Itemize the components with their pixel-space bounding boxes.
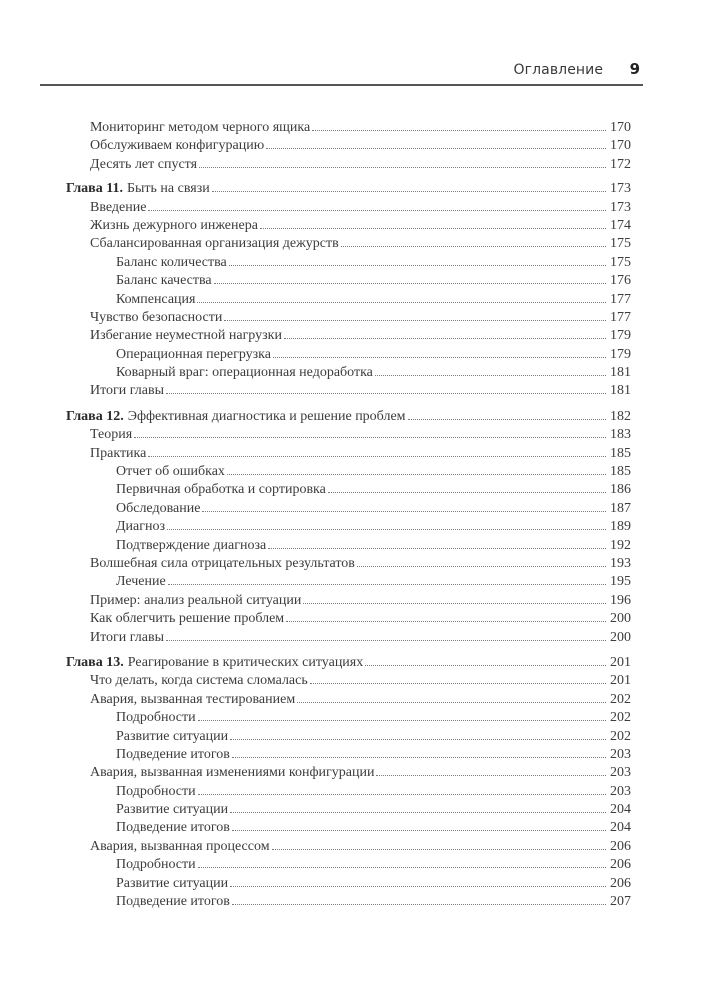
toc-entry-title [90, 309, 222, 327]
dot-leader [229, 264, 606, 266]
chapter-number: Глава 13. [66, 654, 124, 670]
dot-leader [198, 719, 606, 721]
toc-page-number: 196 [610, 592, 631, 608]
toc-entry-label: Обследование [116, 500, 201, 516]
toc-page-number: 201 [610, 654, 631, 670]
dot-leader [212, 190, 606, 192]
toc-entry-label: Отчет об ошибках [116, 464, 225, 480]
toc-entry-title [90, 217, 258, 235]
chapter-number: Глава 11. [66, 181, 123, 197]
dot-leader [214, 282, 606, 284]
toc-page-number: 185 [610, 445, 631, 461]
toc-chapter-entry [66, 180, 631, 198]
toc-page-number: 203 [610, 765, 631, 781]
toc-subsection-entry [66, 573, 631, 591]
chapter-number: Глава 12. [66, 408, 124, 424]
toc-entry-label: Подведение итогов [116, 820, 230, 836]
toc-entry-label: Итоги главы [90, 629, 165, 645]
toc-entry-label: Баланс количества [116, 254, 227, 270]
toc-entry-label: Обслуживаем конфигурацию [90, 138, 265, 154]
toc-page-number: 192 [610, 537, 631, 553]
toc-section-entry [66, 119, 631, 137]
toc-page-number: 173 [610, 199, 631, 215]
toc-entry-label: Развитие ситуации [116, 728, 229, 744]
toc-entry-label: Коварный враг: операционная недоработка [116, 365, 373, 381]
toc-entry-title [90, 691, 295, 709]
toc-page-number: 206 [610, 857, 631, 873]
toc-entry-label: Избегание неуместной нагрузки [90, 328, 282, 344]
toc-section-entry [66, 691, 631, 709]
toc-page-number: 195 [610, 574, 631, 590]
dot-leader [260, 227, 606, 229]
toc-subsection-entry [66, 291, 631, 309]
toc-entry-title [116, 254, 227, 272]
dot-leader [266, 147, 606, 149]
toc-page-number: 201 [610, 673, 631, 689]
toc-entry-label: Развитие ситуации [116, 802, 229, 818]
toc-entry-title [90, 610, 284, 628]
toc-page-number: 181 [610, 365, 631, 381]
dot-leader [230, 738, 606, 740]
dot-leader [273, 356, 606, 358]
toc-entry-label: Авария, вызванная изменениями конфигурации [90, 765, 375, 781]
toc-chapter-entry [66, 408, 631, 426]
toc-page-number: 175 [610, 254, 631, 270]
toc-entry-label: Операционная перегрузка [116, 346, 271, 362]
toc-subsection-entry [66, 819, 631, 837]
toc-entry-title [116, 746, 230, 764]
toc-entry-label: Что делать, когда система сломалась [90, 673, 308, 689]
toc-section-entry [66, 426, 631, 444]
toc-entry-title [116, 537, 266, 555]
toc-entry-label: Жизнь дежурного инженера [90, 217, 258, 233]
page-number: 9 [629, 60, 640, 78]
toc-entry-title [90, 555, 355, 573]
toc-entry-title [90, 137, 264, 155]
toc-page-number: 176 [610, 273, 631, 289]
toc-page-number: 185 [610, 464, 631, 480]
toc-entry-title [90, 119, 310, 137]
running-head-title: Оглавление [513, 62, 604, 78]
toc-entry-label: Волшебная сила отрицательных результатов [90, 555, 355, 571]
toc-section-entry [66, 137, 631, 155]
dot-leader [303, 602, 606, 604]
toc-entry-label: Как облегчить решение проблем [90, 611, 285, 627]
toc-page-number: 206 [610, 875, 631, 891]
toc-page-number: 170 [610, 138, 631, 154]
toc-entry-title [116, 856, 196, 874]
toc-page-number: 170 [610, 120, 631, 135]
toc-entry-title [116, 783, 196, 801]
toc-entry-title [116, 709, 196, 727]
dot-leader [168, 583, 606, 585]
table-of-contents [66, 119, 631, 911]
dot-leader [284, 337, 606, 339]
toc-page-number: 202 [610, 728, 631, 744]
dot-leader [197, 301, 606, 303]
dot-leader [198, 866, 606, 868]
toc-page-number: 193 [610, 555, 631, 571]
toc-page-number: 200 [610, 629, 631, 645]
toc-entry-title [116, 346, 271, 364]
toc-page-number: 206 [610, 838, 631, 854]
toc-page-number: 203 [610, 746, 631, 762]
toc-subsection-entry [66, 463, 631, 481]
toc-entry-title [116, 518, 165, 536]
toc-section-entry [66, 610, 631, 628]
toc-entry-title [90, 426, 132, 444]
toc-page-number: 186 [610, 482, 631, 498]
toc-subsection-entry [66, 272, 631, 290]
toc-section-entry [66, 629, 631, 647]
toc-entry-title [90, 672, 308, 690]
toc-entry-title [90, 235, 339, 253]
toc-entry-title [116, 481, 326, 499]
dot-leader [134, 436, 606, 438]
toc-section-entry [66, 327, 631, 345]
toc-entry-title [66, 180, 210, 198]
toc-entry-title [116, 272, 212, 290]
toc-entry-title [116, 463, 225, 481]
toc-page-number: 202 [610, 691, 631, 707]
toc-entry-title [116, 291, 195, 309]
toc-entry-label: Диагноз [116, 519, 166, 535]
dot-leader [199, 166, 606, 168]
toc-entry-title [90, 327, 282, 345]
toc-page-number: 175 [610, 236, 631, 252]
toc-entry-label: Подробности [116, 857, 196, 873]
toc-page-number: 181 [610, 383, 631, 399]
toc-entry-title [90, 382, 164, 400]
toc-page-number: 187 [610, 500, 631, 516]
toc-page-number: 173 [610, 181, 631, 197]
toc-entry-label: Первичная обработка и сортировка [116, 482, 326, 498]
toc-section-entry [66, 838, 631, 856]
dot-leader [230, 811, 606, 813]
toc-entry-label: Эффективная диагностика и решение проблем [127, 408, 406, 424]
toc-section-entry [66, 672, 631, 690]
toc-page-number: 200 [610, 611, 631, 627]
dot-leader [272, 848, 606, 850]
toc-entry-label: Авария, вызванная процессом [90, 838, 270, 854]
dot-leader [202, 510, 606, 512]
toc-entry-label: Чувство безопасности [90, 309, 223, 325]
toc-subsection-entry [66, 801, 631, 819]
toc-page-number: 183 [610, 427, 631, 443]
toc-entry-title [116, 875, 228, 893]
toc-section-entry [66, 199, 631, 217]
dot-leader [227, 473, 606, 475]
dot-leader [232, 903, 606, 905]
toc-entry-label: Десять лет спустя [90, 156, 198, 172]
dot-leader [167, 528, 606, 530]
toc-entry-label: Теория [90, 427, 133, 443]
toc-entry-title [90, 445, 146, 463]
toc-entry-label: Подробности [116, 783, 196, 799]
dot-leader [268, 547, 606, 549]
header-rule [40, 84, 643, 86]
toc-page-number: 179 [610, 346, 631, 362]
toc-entry-title [116, 819, 230, 837]
toc-subsection-entry [66, 856, 631, 874]
toc-subsection-entry [66, 746, 631, 764]
toc-entry-title [116, 364, 373, 382]
toc-entry-title [90, 156, 197, 174]
toc-subsection-entry [66, 709, 631, 727]
dot-leader [297, 701, 606, 703]
toc-subsection-entry [66, 500, 631, 518]
dot-leader [310, 682, 606, 684]
toc-subsection-entry [66, 537, 631, 555]
toc-entry-title [116, 728, 228, 746]
dot-leader [408, 418, 606, 420]
dot-leader [286, 620, 606, 622]
toc-section-entry [66, 156, 631, 174]
toc-entry-label: Мониторинг методом черного ящика [90, 120, 311, 135]
toc-subsection-entry [66, 893, 631, 911]
dot-leader [365, 664, 606, 666]
toc-entry-label: Баланс качества [116, 273, 212, 289]
toc-entry-label: Авария, вызванная тестированием [90, 691, 296, 707]
toc-entry-label: Подведение итогов [116, 746, 230, 762]
dot-leader [148, 455, 606, 457]
dot-leader [166, 392, 606, 394]
toc-entry-title [116, 573, 166, 591]
toc-section-entry [66, 445, 631, 463]
toc-page-number: 189 [610, 519, 631, 535]
toc-page-number: 203 [610, 783, 631, 799]
toc-entry-title [90, 764, 374, 782]
toc-entry-label: Подтверждение диагноза [116, 537, 267, 553]
toc-subsection-entry [66, 481, 631, 499]
toc-entry-label: Развитие ситуации [116, 875, 229, 891]
toc-subsection-entry [66, 518, 631, 536]
toc-page-number: 172 [610, 156, 631, 172]
dot-leader [357, 565, 606, 567]
dot-leader [376, 774, 606, 776]
toc-page-number: 207 [610, 894, 631, 910]
toc-entry-title [116, 801, 228, 819]
toc-entry-label: Сбалансированная организация дежурств [90, 236, 339, 252]
toc-entry-title [90, 838, 270, 856]
toc-subsection-entry [66, 875, 631, 893]
dot-leader [328, 491, 606, 493]
toc-page-number: 182 [610, 408, 631, 424]
toc-entry-label: Введение [90, 199, 147, 215]
dot-leader [232, 756, 606, 758]
toc-entry-title [90, 199, 146, 217]
toc-entry-label: Компенсация [116, 291, 196, 307]
toc-entry-title [116, 893, 230, 911]
toc-entry-label: Быть на связи [126, 181, 210, 197]
dot-leader [148, 209, 606, 211]
dot-leader [341, 245, 606, 247]
toc-entry-title [116, 500, 200, 518]
toc-chapter-entry [66, 654, 631, 672]
toc-subsection-entry [66, 783, 631, 801]
dot-leader [232, 829, 606, 831]
toc-entry-title [66, 408, 406, 426]
toc-page-number: 177 [610, 291, 631, 307]
toc-subsection-entry [66, 364, 631, 382]
toc-entry-title [90, 592, 301, 610]
dot-leader [198, 793, 606, 795]
toc-section-entry [66, 592, 631, 610]
dot-leader [375, 374, 606, 376]
toc-page-number: 179 [610, 328, 631, 344]
dot-leader [166, 639, 606, 641]
toc-section-entry [66, 217, 631, 235]
toc-entry-title [66, 654, 363, 672]
toc-entry-label: Пример: анализ реальной ситуации [90, 592, 302, 608]
toc-entry-label: Лечение [116, 574, 166, 590]
toc-entry-label: Итоги главы [90, 383, 165, 399]
dot-leader [230, 885, 606, 887]
toc-section-entry [66, 555, 631, 573]
toc-page-number: 204 [610, 820, 631, 836]
toc-entry-title [90, 629, 164, 647]
toc-entry-label: Практика [90, 445, 147, 461]
toc-subsection-entry [66, 254, 631, 272]
toc-page-number: 174 [610, 217, 631, 233]
dot-leader [312, 129, 606, 131]
toc-page-number: 202 [610, 710, 631, 726]
toc-page-number: 204 [610, 802, 631, 818]
dot-leader [224, 319, 606, 321]
toc-section-entry [66, 382, 631, 400]
toc-subsection-entry [66, 728, 631, 746]
running-head [40, 60, 640, 84]
toc-section-entry [66, 764, 631, 782]
toc-page-number: 177 [610, 309, 631, 325]
toc-section-entry [66, 309, 631, 327]
toc-entry-label: Подведение итогов [116, 894, 230, 910]
toc-section-entry [66, 235, 631, 253]
toc-entry-label: Реагирование в критических ситуациях [127, 654, 364, 670]
toc-entry-label: Подробности [116, 710, 196, 726]
toc-subsection-entry [66, 346, 631, 364]
